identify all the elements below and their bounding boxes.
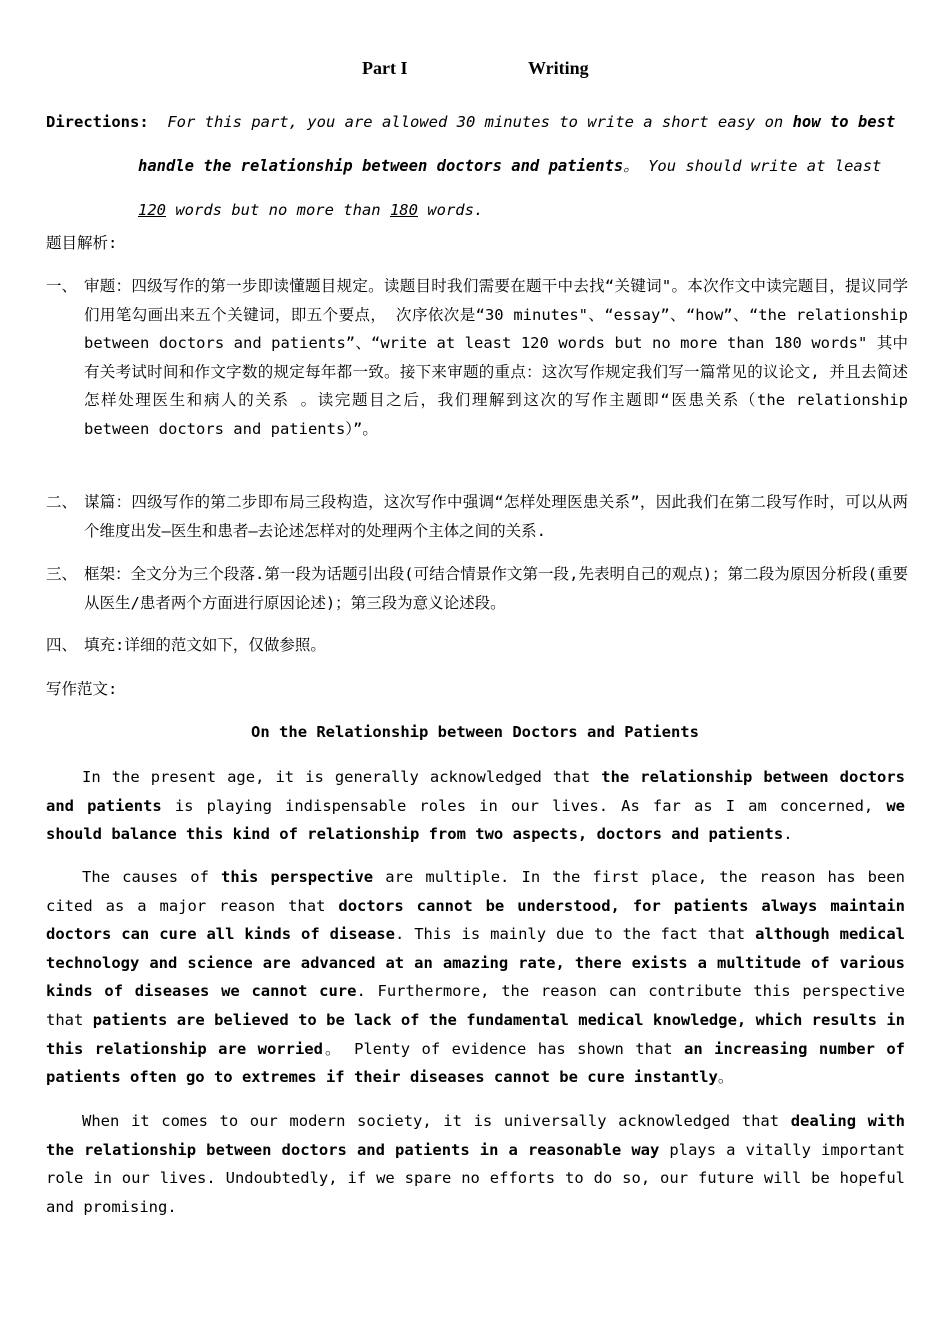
essay-bold-text: patients are believed to be lack of the fundamental medical knowledge, which results in this relationship are worried [46, 1010, 905, 1058]
analysis-item-number: 一、 [46, 277, 78, 295]
essay-text: When it comes to our modern society, it is universally acknowledged that [82, 1112, 791, 1130]
directions-end: words. [417, 201, 484, 219]
essay-text: . This is mainly due to the fact that [394, 925, 756, 944]
sample-heading: 写作范文: [46, 680, 118, 698]
directions-label: Directions: [46, 113, 149, 131]
essay-bold-text: dealing with the relationship between doctors and patients in a reasonable way [46, 1112, 905, 1159]
analysis-item [46, 560, 908, 617]
essay-paragraph-1 [46, 763, 905, 849]
directions-line-1 [46, 100, 895, 144]
analysis-item-text: 框架：全文分为三个段落.第一段为话题引出段(可结合情景作文第一段,先表明自己的观点)；第二段为原因分析段(重要从医生/患者两个方面进行原因论述)；第三段为意义论述段。 [84, 565, 908, 612]
directions-topic-2: handle the relationship between doctors and patients [138, 157, 624, 175]
essay-title: On the Relationship between Doctors and Patients [251, 723, 699, 741]
essay-text: are multiple. In the first place, the reason has been cited as a major reason that [46, 868, 905, 915]
directions-line-2 [138, 144, 881, 188]
essay-text: . Furthermore, the reason can contribute this perspective that [46, 982, 905, 1029]
essay-text: plays a vitally important role in our lives. Undoubtedly, if we spare no efforts to do so, our future will be hopeful and promising. [46, 1140, 905, 1216]
essay-bold-text: we should balance this kind of relationship from two aspects, doctors and patients [46, 796, 906, 844]
analysis-heading: 题目解析: [46, 234, 118, 252]
essay-bold-text: although medical technology and science are advanced at an amazing rate, there exists a multitude of various kinds of diseases we cannot cure [46, 925, 905, 1001]
essay-bold-text: an increasing number of patients often go to extremes if their diseases cannot be cure instantly [46, 1039, 905, 1087]
analysis-item [46, 631, 908, 660]
max-words: 180 [389, 201, 418, 219]
analysis-item [46, 488, 908, 545]
essay-bold-text: the relationship between doctors and patients [46, 768, 905, 815]
directions-intro: For this part, you are allowed 30 minutes to write a short easy on [167, 113, 784, 131]
essay-bold-text: this perspective [221, 868, 374, 886]
analysis-item-number: 二、 [46, 493, 78, 511]
analysis-item-text: 审题：四级写作的第一步即读懂题目规定。读题目时我们需要在题干中去找“关键词"。本次作文中读完题目，提议同学们用笔勾画出来五个关键词，即五个要点， 次序依次是“30 minutes"、“essay”、“how”、“the relationship between doctors and patients”、“write at least 120 words but no more than 180 words" 其中有关考试时间和作文字数的规定每年都一致。接下来审题的重点：这次写作规定我们写一篇常见的议论文, 并且去简述怎样处理医生和病人的关系 。读完题目之后，我们理解到这次的写作主题即“医患关系（the relationship between doctors and patients）”。 [84, 277, 908, 438]
essay-text: The causes of [82, 868, 222, 886]
analysis-item-number: 四、 [46, 636, 78, 654]
essay-paragraph-2 [46, 863, 905, 1092]
analysis-item-text: 填充:详细的范文如下，仅做参照。 [84, 636, 326, 654]
directions-line-3 [138, 188, 483, 232]
essay-bold-text: doctors cannot be understood, for patients always maintain doctors can cure all kinds of disease [46, 896, 905, 944]
analysis-item-text: 谋篇：四级写作的第二步即布局三段构造，这次写作中强调“怎样处理医患关系”，因此我们在第二段写作时，可以从两个维度出发—医生和患者—去论述怎样对的处理两个主体之间的关系. [84, 493, 908, 540]
essay-paragraph-3 [46, 1107, 905, 1221]
directions-topic-1: how to best [792, 113, 896, 131]
part-label: Part I [362, 58, 408, 78]
analysis-item-number: 三、 [46, 565, 78, 583]
section-label: Writing [528, 58, 589, 78]
directions-after-topic: 。 You should write at least [623, 157, 882, 175]
analysis-item [46, 272, 908, 444]
essay-text: 。 Plenty of evidence has shown that [322, 1039, 685, 1058]
essay-text: 。 [717, 1068, 734, 1087]
essay-text: is playing indispensable roles in our lives. As far as I am concerned, [161, 796, 887, 815]
min-words: 120 [138, 201, 166, 219]
essay-text: . [783, 825, 793, 844]
essay-text: In the present age, it is generally acknowledged that [82, 768, 602, 786]
directions-middle: words but no more than [166, 201, 390, 219]
